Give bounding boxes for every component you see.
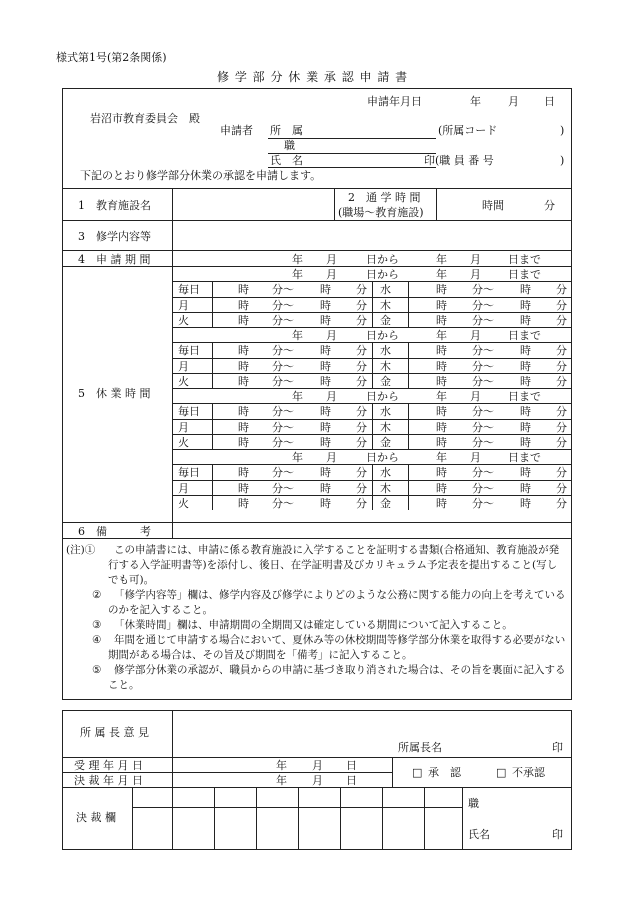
grid-vline <box>212 342 213 388</box>
approval-line-3 <box>62 787 572 788</box>
grid-vline <box>372 403 373 449</box>
block-2-right-start-min[interactable]: 分～ <box>472 359 494 373</box>
block-2-right-start-hour[interactable]: 時 <box>436 359 447 373</box>
grid-vline <box>372 281 373 327</box>
block-4-day-right-3: 金 <box>380 496 391 510</box>
commute-sublabel: (職場～教育施設) <box>338 206 424 219</box>
block-1-day-left-1: 毎日 <box>178 283 200 297</box>
block-3-left-end-hour[interactable]: 時 <box>320 405 331 419</box>
decision-header-line <box>132 807 462 808</box>
application-date-label: 申請年月日 <box>367 95 422 108</box>
block-3-period-year[interactable]: 年 <box>292 390 303 403</box>
decision-col-line <box>340 787 341 850</box>
decision-col-line <box>214 787 215 850</box>
block-4-left-end-min[interactable]: 分 <box>356 481 367 495</box>
block-2-day-left-2: 月 <box>178 359 189 373</box>
note-text: 年間を通じて申請する場合において、夏休み等の休校期間等修学部分休業を取得する必要がない期間がある場合は、その旨及び期間を「備考」に記入すること。 <box>108 634 566 661</box>
received-date-label: 受 理 年 月 日 <box>74 759 143 772</box>
block-1-right-start-min[interactable]: 分～ <box>472 298 494 312</box>
block-3-left-start-min[interactable]: 分～ <box>272 405 294 419</box>
decision-col-line <box>172 787 173 850</box>
block-2-right-end-hour[interactable]: 時 <box>520 344 531 358</box>
affiliation-code-close: ) <box>560 124 565 137</box>
chief-seal: 印 <box>552 741 563 754</box>
block-1-right-end-hour[interactable]: 時 <box>520 313 531 327</box>
note-text: 修学部分休業の承認が、職員からの申請に基づき取り消された場合は、その旨を裏面に記入すること。 <box>108 664 566 691</box>
remarks-label: 6 備 考 <box>78 525 151 538</box>
block-3-right-start-hour[interactable]: 時 <box>436 405 447 419</box>
block-1-period-to-year[interactable]: 年 <box>436 268 447 281</box>
block-2-left-start-min[interactable]: 分～ <box>272 344 294 358</box>
note-number: (注)① <box>66 544 96 556</box>
block-2-day-right-3: 金 <box>380 374 391 388</box>
application-date-day[interactable]: 日 <box>544 95 555 108</box>
form-label: 様式第1号(第2条関係) <box>56 51 167 64</box>
decided-year[interactable]: 年 <box>276 774 287 787</box>
commute-hours[interactable]: 時間 <box>482 199 504 212</box>
block-4-left-start-hour[interactable]: 時 <box>238 466 249 480</box>
block-2-right-end-min[interactable]: 分 <box>556 374 567 388</box>
block-4-period-until[interactable]: 日まで <box>508 451 541 464</box>
block-2-period-to-month[interactable]: 月 <box>470 329 481 342</box>
grid-vline <box>372 464 373 510</box>
block-1-left-start-hour[interactable]: 時 <box>238 283 249 297</box>
table-line-4 <box>62 266 572 267</box>
grid-vline <box>372 342 373 388</box>
block-3-day-right-3: 金 <box>380 435 391 449</box>
block-4-left-end-hour[interactable]: 時 <box>320 481 331 495</box>
block-2-period-until[interactable]: 日まで <box>508 329 541 342</box>
block-2-period-year[interactable]: 年 <box>292 329 303 342</box>
period-label: 4 申 請 期 間 <box>78 253 151 266</box>
decision-seal: 印 <box>552 828 563 841</box>
block-4-right-start-min[interactable]: 分～ <box>472 481 494 495</box>
facility-label: 1 教育施設名 <box>78 199 151 212</box>
affiliation-code-label: (所属コード <box>438 124 498 137</box>
block-2-left-start-hour[interactable]: 時 <box>238 359 249 373</box>
received-year[interactable]: 年 <box>276 759 287 772</box>
block-1-right-start-hour[interactable]: 時 <box>436 298 447 312</box>
commute-label: 2 通 学 時 間 <box>348 191 421 204</box>
grid-vline <box>212 403 213 449</box>
decision-col-line <box>424 787 425 850</box>
page-title: 修 学 部 分 休 業 承 認 申 請 書 <box>217 70 409 84</box>
block-3-left-start-min[interactable]: 分～ <box>272 420 294 434</box>
block-1-right-start-min[interactable]: 分～ <box>472 283 494 297</box>
decision-column-label: 決 裁 欄 <box>76 811 116 824</box>
block-1-right-start-hour[interactable]: 時 <box>436 283 447 297</box>
block-2-right-end-min[interactable]: 分 <box>556 344 567 358</box>
block-1-left-end-hour[interactable]: 時 <box>320 283 331 297</box>
block-1-left-start-min[interactable]: 分～ <box>272 298 294 312</box>
block-4-right-end-min[interactable]: 分 <box>556 481 567 495</box>
block-3-period-to-month[interactable]: 月 <box>470 390 481 403</box>
commute-minutes[interactable]: 分 <box>544 199 555 212</box>
block-2-day-left-3: 火 <box>178 374 189 388</box>
block-1-right-start-min[interactable]: 分～ <box>472 313 494 327</box>
block-2-left-end-min[interactable]: 分 <box>356 374 367 388</box>
block-3-day-right-1: 水 <box>380 405 391 419</box>
block-4-right-end-hour[interactable]: 時 <box>520 481 531 495</box>
block-3-left-end-hour[interactable]: 時 <box>320 420 331 434</box>
note-text: 「休業時間」欄は、申請期間の全期間又は確定している期間について記入すること。 <box>114 619 513 631</box>
block-1-left-end-hour[interactable]: 時 <box>320 298 331 312</box>
intro-text: 下記のとおり修学部分休業の承認を申請します。 <box>80 169 322 182</box>
affiliation-label: 所 属 <box>270 124 303 137</box>
block-4-period-from[interactable]: 日から <box>366 451 399 464</box>
block-4-left-start-hour[interactable]: 時 <box>238 496 249 510</box>
block-1-left-end-min[interactable]: 分 <box>356 298 367 312</box>
block-3-day-left-1: 毎日 <box>178 405 200 419</box>
block-1-right-end-hour[interactable]: 時 <box>520 283 531 297</box>
approval-result-divider <box>392 757 393 787</box>
block-3-period-month[interactable]: 月 <box>326 390 337 403</box>
block-2-left-end-min[interactable]: 分 <box>356 359 367 373</box>
block-1-left-start-min[interactable]: 分～ <box>272 313 294 327</box>
decision-col-line <box>462 787 463 850</box>
note-2 <box>62 588 572 618</box>
period-to-year[interactable]: 年 <box>436 253 447 266</box>
block-2-right-start-hour[interactable]: 時 <box>436 374 447 388</box>
commute-divider-right <box>436 188 437 220</box>
disapprove-label: 不承認 <box>512 766 545 779</box>
decision-col-line <box>382 787 383 850</box>
block-2-right-end-hour[interactable]: 時 <box>520 374 531 388</box>
block-2-day-right-2: 木 <box>380 359 391 373</box>
note-text: 「修学内容等」欄は、修学内容及び修学によりどのような公務に関する能力の向上を考えているのかを記入すること。 <box>108 589 566 616</box>
table-line-remarks <box>62 522 572 523</box>
block-4-left-start-min[interactable]: 分～ <box>272 496 294 510</box>
block-2-period-month[interactable]: 月 <box>326 329 337 342</box>
block-4-right-start-hour[interactable]: 時 <box>436 496 447 510</box>
block-3-left-start-hour[interactable]: 時 <box>238 420 249 434</box>
block-3-day-right-2: 木 <box>380 420 391 434</box>
decision-name-label: 氏名 <box>468 828 490 841</box>
decided-day[interactable]: 日 <box>346 774 357 787</box>
addressee: 岩沼市教育委員会 殿 <box>90 112 200 125</box>
block-1-left-start-hour[interactable]: 時 <box>238 313 249 327</box>
block-4-left-end-hour[interactable]: 時 <box>320 496 331 510</box>
block-3-day-left-2: 月 <box>178 420 189 434</box>
block-3-left-end-hour[interactable]: 時 <box>320 435 331 449</box>
grid-hline <box>172 449 572 450</box>
block-2-left-end-hour[interactable]: 時 <box>320 344 331 358</box>
decision-col-line <box>256 787 257 850</box>
block-4-right-start-hour[interactable]: 時 <box>436 466 447 480</box>
block-1-right-start-hour[interactable]: 時 <box>436 313 447 327</box>
block-4-day-left-2: 月 <box>178 481 189 495</box>
applicant-label: 申請者 <box>220 124 253 137</box>
note-3 <box>62 618 572 633</box>
name-underline[interactable] <box>268 167 436 168</box>
block-1-left-end-min[interactable]: 分 <box>356 283 367 297</box>
leave-time-label: 5 休 業 時 間 <box>78 387 151 400</box>
block-4-day-right-1: 水 <box>380 466 391 480</box>
block-1-period-from[interactable]: 日から <box>366 268 399 281</box>
block-4-day-right-2: 木 <box>380 481 391 495</box>
block-3-right-end-min[interactable]: 分 <box>556 405 567 419</box>
block-2-left-start-hour[interactable]: 時 <box>238 344 249 358</box>
chief-name-label: 所属長名 <box>398 741 442 754</box>
block-1-left-start-hour[interactable]: 時 <box>238 298 249 312</box>
block-1-day-right-1: 水 <box>380 283 391 297</box>
block-4-period-year[interactable]: 年 <box>292 451 303 464</box>
block-4-left-start-hour[interactable]: 時 <box>238 481 249 495</box>
block-1-day-right-3: 金 <box>380 313 391 327</box>
decision-position: 職 <box>468 797 479 810</box>
block-3-left-start-hour[interactable]: 時 <box>238 405 249 419</box>
received-month[interactable]: 月 <box>312 759 323 772</box>
disapprove-checkbox[interactable]: □ <box>496 766 507 779</box>
grid-vline <box>212 281 213 327</box>
chief-opinion-label: 所 属 長 意 見 <box>80 726 149 739</box>
block-2-left-end-hour[interactable]: 時 <box>320 374 331 388</box>
table-line-3 <box>62 250 572 251</box>
block-1-day-right-2: 木 <box>380 298 391 312</box>
table-line-2 <box>62 220 572 221</box>
block-4-left-end-hour[interactable]: 時 <box>320 466 331 480</box>
approval-line-1 <box>62 757 572 758</box>
block-2-period-from[interactable]: 日から <box>366 329 399 342</box>
application-date-month[interactable]: 月 <box>508 95 519 108</box>
block-2-left-start-hour[interactable]: 時 <box>238 374 249 388</box>
block-4-period-month[interactable]: 月 <box>326 451 337 464</box>
block-4-right-start-hour[interactable]: 時 <box>436 481 447 495</box>
table-line-notes <box>62 538 572 539</box>
block-4-right-end-hour[interactable]: 時 <box>520 466 531 480</box>
block-3-right-end-hour[interactable]: 時 <box>520 420 531 434</box>
block-2-day-right-1: 水 <box>380 344 391 358</box>
block-4-left-end-min[interactable]: 分 <box>356 496 367 510</box>
block-1-right-end-min[interactable]: 分 <box>556 298 567 312</box>
note-number: ② <box>92 589 102 601</box>
block-2-left-end-min[interactable]: 分 <box>356 344 367 358</box>
block-2-right-end-min[interactable]: 分 <box>556 359 567 373</box>
period-from-year[interactable]: 年 <box>292 253 303 266</box>
block-2-right-start-min[interactable]: 分～ <box>472 344 494 358</box>
period-to-month[interactable]: 月 <box>470 253 481 266</box>
block-4-right-start-min[interactable]: 分～ <box>472 496 494 510</box>
block-3-right-start-min[interactable]: 分～ <box>472 435 494 449</box>
block-1-period-until[interactable]: 日まで <box>508 268 541 281</box>
block-1-left-start-min[interactable]: 分～ <box>272 283 294 297</box>
position-label: 職 <box>284 139 295 152</box>
block-4-right-end-min[interactable]: 分 <box>556 466 567 480</box>
decided-date-label: 決 裁 年 月 日 <box>74 774 143 787</box>
block-3-right-end-min[interactable]: 分 <box>556 420 567 434</box>
block-3-left-end-min[interactable]: 分 <box>356 435 367 449</box>
block-1-day-left-3: 火 <box>178 313 189 327</box>
block-4-right-end-min[interactable]: 分 <box>556 496 567 510</box>
block-3-right-start-hour[interactable]: 時 <box>436 435 447 449</box>
block-1-period-to-month[interactable]: 月 <box>470 268 481 281</box>
grid-hline <box>172 327 572 328</box>
block-4-left-end-min[interactable]: 分 <box>356 466 367 480</box>
application-date-year[interactable]: 年 <box>470 95 481 108</box>
block-3-day-left-3: 火 <box>178 435 189 449</box>
block-2-right-start-min[interactable]: 分～ <box>472 374 494 388</box>
decided-month[interactable]: 月 <box>312 774 323 787</box>
grid-vline <box>408 403 409 449</box>
approve-label: 承 認 <box>428 766 461 779</box>
block-4-right-start-min[interactable]: 分～ <box>472 466 494 480</box>
period-from-month[interactable]: 月 <box>326 253 337 266</box>
block-1-period-month[interactable]: 月 <box>326 268 337 281</box>
grid-vline <box>408 281 409 327</box>
grid-vline <box>212 464 213 510</box>
block-1-right-end-min[interactable]: 分 <box>556 283 567 297</box>
block-4-day-left-3: 火 <box>178 496 189 510</box>
block-2-period-to-year[interactable]: 年 <box>436 329 447 342</box>
note-text: この申請書には、申請に係る教育施設に入学することを証明する書類(合格通知、教育施設が発行する入学証明書等)を添付し、後日、在学証明書及びカリキュラム予定表を提出すること(写しでも可)。 <box>108 544 560 586</box>
block-3-left-start-hour[interactable]: 時 <box>238 435 249 449</box>
block-3-right-start-hour[interactable]: 時 <box>436 420 447 434</box>
block-3-period-to-year[interactable]: 年 <box>436 390 447 403</box>
note-5 <box>62 663 572 693</box>
grid-vline <box>408 342 409 388</box>
block-3-right-end-hour[interactable]: 時 <box>520 405 531 419</box>
block-4-day-left-1: 毎日 <box>178 466 200 480</box>
decision-col-line <box>298 787 299 850</box>
block-4-left-start-min[interactable]: 分～ <box>272 481 294 495</box>
block-1-right-end-min[interactable]: 分 <box>556 313 567 327</box>
approve-checkbox[interactable]: □ <box>412 766 423 779</box>
block-1-left-end-hour[interactable]: 時 <box>320 313 331 327</box>
note-number: ③ <box>92 619 102 631</box>
block-4-period-to-year[interactable]: 年 <box>436 451 447 464</box>
received-day[interactable]: 日 <box>346 759 357 772</box>
label-col-divider <box>172 188 173 538</box>
block-1-day-left-2: 月 <box>178 298 189 312</box>
block-4-right-end-hour[interactable]: 時 <box>520 496 531 510</box>
block-3-right-start-min[interactable]: 分～ <box>472 420 494 434</box>
name-label: 氏 名 <box>270 154 303 167</box>
note-number: ④ <box>92 634 102 646</box>
block-2-right-start-hour[interactable]: 時 <box>436 344 447 358</box>
block-3-left-end-min[interactable]: 分 <box>356 420 367 434</box>
period-to-day[interactable]: 日まで <box>508 253 541 266</box>
block-1-right-end-hour[interactable]: 時 <box>520 298 531 312</box>
period-from-day[interactable]: 日から <box>366 253 399 266</box>
block-2-left-end-hour[interactable]: 時 <box>320 359 331 373</box>
block-2-left-start-min[interactable]: 分～ <box>272 374 294 388</box>
note-number: ⑤ <box>92 664 102 676</box>
note-1 <box>62 543 572 588</box>
block-3-right-end-min[interactable]: 分 <box>556 435 567 449</box>
table-line-top <box>62 188 572 189</box>
block-4-left-start-min[interactable]: 分～ <box>272 466 294 480</box>
block-3-left-start-min[interactable]: 分～ <box>272 435 294 449</box>
block-1-left-end-min[interactable]: 分 <box>356 313 367 327</box>
commute-divider-left <box>334 188 335 220</box>
block-3-period-until[interactable]: 日まで <box>508 390 541 403</box>
block-3-right-end-hour[interactable]: 時 <box>520 435 531 449</box>
block-3-right-start-min[interactable]: 分～ <box>472 405 494 419</box>
grid-vline <box>408 464 409 510</box>
grid-hline <box>172 388 572 389</box>
block-2-left-start-min[interactable]: 分～ <box>272 359 294 373</box>
staff-no-close: ) <box>560 154 565 167</box>
block-2-right-end-hour[interactable]: 時 <box>520 359 531 373</box>
approval-line-2 <box>62 772 392 773</box>
seal-staff-no-label: 印(職 員 番 号 <box>424 154 494 167</box>
block-2-day-left-1: 毎日 <box>178 344 200 358</box>
decision-left-divider <box>132 787 133 850</box>
block-3-left-end-min[interactable]: 分 <box>356 405 367 419</box>
block-3-period-from[interactable]: 日から <box>366 390 399 403</box>
note-4 <box>62 633 572 663</box>
block-1-period-year[interactable]: 年 <box>292 268 303 281</box>
study-content-label: 3 修学内容等 <box>78 230 151 243</box>
block-4-period-to-month[interactable]: 月 <box>470 451 481 464</box>
